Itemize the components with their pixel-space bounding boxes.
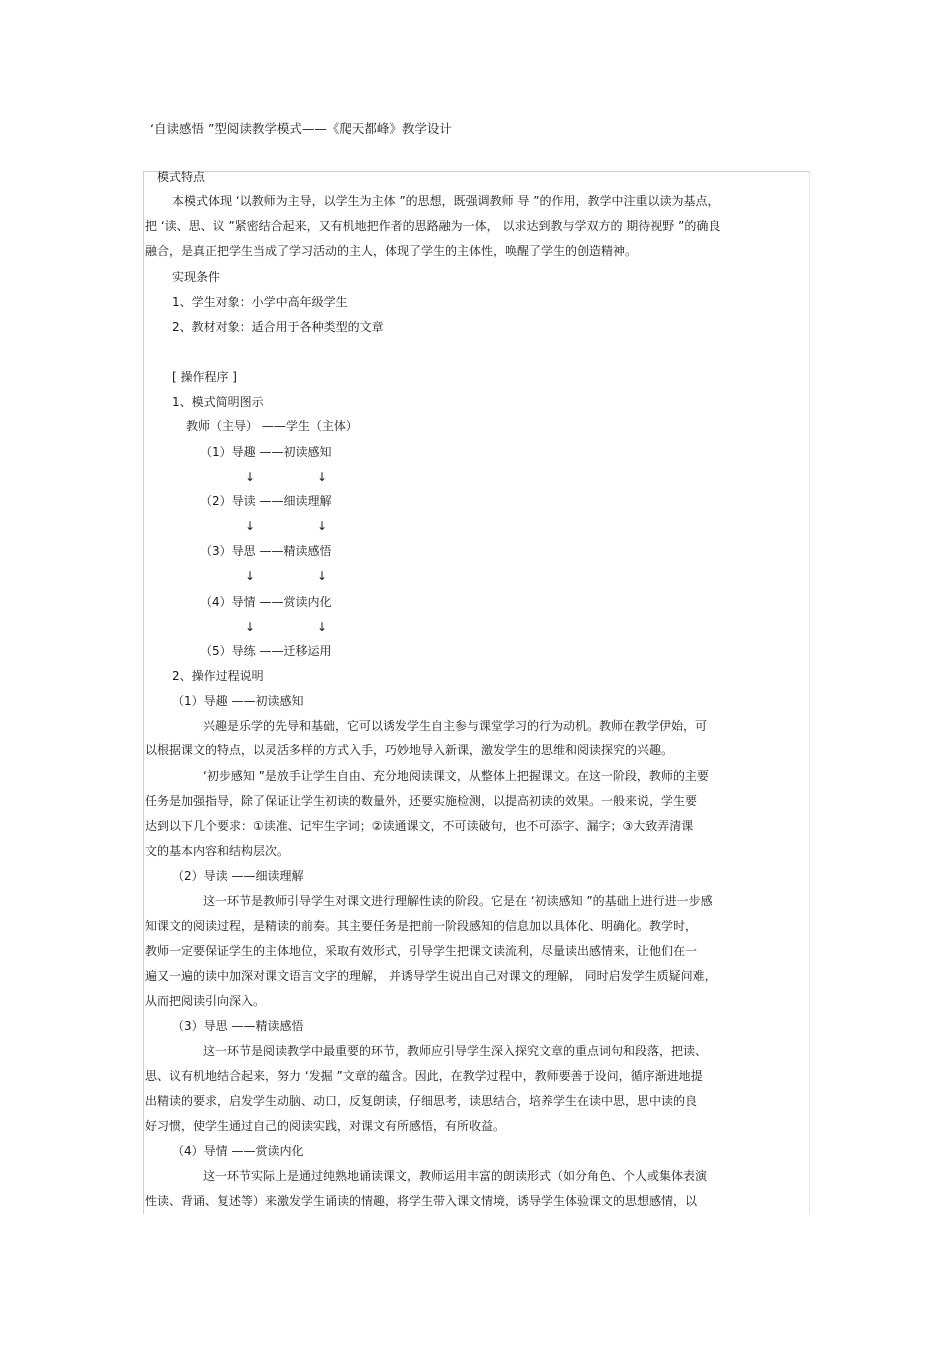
features-line-3: 融合，是真正把学生当成了学习活动的主人，体现了学生的主体性，唤醒了学生的创造精神。: [145, 244, 638, 258]
step-3-line-3: 出精读的要求，启发学生动脑、动口，反复朗读，仔细思考，读思结合，培养学生在读中思，思中读的良: [145, 1094, 698, 1108]
step-2-line-2: 知课文的阅读过程，是精读的前奏。其主要任务是把前一阶段感知的信息加以具体化、明确化。教学时，: [145, 919, 698, 933]
document-title: ‘自读感悟 ”型阅读教学模式——《爬天都峰》教学设计: [150, 121, 452, 136]
step-2-line-5: 从而把阅读引向深入。: [145, 994, 266, 1008]
step-4-line-2: 性读、背诵、复述等）来激发学生诵读的情趣，将学生带入课文情境，诱导学生体验课文的思想感情，以: [145, 1194, 698, 1208]
down-arrow-icon: ↓: [317, 470, 328, 484]
diagram-step-5: （5）导练 ——迁移运用: [200, 644, 332, 658]
condition-item-2: 2、教材对象：适合用于各种类型的文章: [172, 320, 384, 334]
down-arrow-icon: ↓: [245, 620, 256, 634]
step-2-line-4: 遍又一遍的读中加深对课文语言文字的理解， 并诱导学生说出自己对课文的理解， 同时启发学生质疑问难，: [145, 969, 717, 983]
section-heading-conditions: 实现条件: [172, 270, 221, 284]
condition-item-1: 1、学生对象：小学中高年级学生: [172, 295, 348, 309]
step-1-heading: （1）导趣 ——初读感知: [172, 694, 304, 708]
diagram-header: 教师（主导） ——学生（主体）: [186, 419, 358, 433]
step-1-para-b-line-4: 文的基本内容和结构层次。: [145, 844, 290, 858]
down-arrow-icon: ↓: [317, 519, 328, 533]
features-line-2: 把 ‘读、思、议 ”紧密结合起来，又有机地把作者的思路融为一体， 以求达到教与学双方的 期待视野 ”的确良: [145, 219, 721, 233]
step-3-line-1: 这一环节是阅读教学中最重要的环节，教师应引导学生深入探究文章的重点词句和段落，把读、: [203, 1044, 708, 1058]
section-heading-features: 模式特点: [157, 170, 206, 184]
step-1-para-b-line-1: ‘初步感知 ”是放手让学生自由、充分地阅读课文，从整体上把握课文。在这一阶段，教师的主要: [203, 769, 709, 783]
down-arrow-icon: ↓: [245, 519, 256, 533]
section-heading-procedure: [ 操作程序 ]: [172, 370, 237, 384]
step-3-line-4: 好习惯，使学生通过自己的阅读实践，对课文有所感悟，有所收益。: [145, 1119, 506, 1133]
step-2-line-1: 这一环节是教师引导学生对课文进行理解性读的阶段。它是在 ‘初读感知 ”的基础上进行进一步感: [203, 894, 713, 908]
procedure-subheading-1: 1、模式简明图示: [172, 395, 264, 409]
step-3-heading: （3）导思 ——精读感悟: [172, 1019, 304, 1033]
step-1-para-b-line-2: 任务是加强指导，除了保证让学生初读的数量外，还要实施检测，以提高初读的效果。一般来说，学生要: [145, 794, 698, 808]
down-arrow-icon: ↓: [317, 569, 328, 583]
step-4-line-1: 这一环节实际上是通过纯熟地诵读课文，教师运用丰富的朗读形式（如分角色、个人或集体表演: [203, 1169, 708, 1183]
diagram-step-3: （3）导思 ——精读感悟: [200, 544, 332, 558]
step-1-para-a-line-2: 以根据课文的特点，以灵活多样的方式入手，巧妙地导入新课，激发学生的思维和阅读探究的兴趣。: [145, 743, 674, 757]
diagram-step-1: （1）导趣 ——初读感知: [200, 445, 332, 459]
down-arrow-icon: ↓: [245, 569, 256, 583]
features-line-1: 本模式体现 ‘以教师为主导，以学生为主体 ”的思想，既强调教师 导 ”的作用，教学中注重以读为基点，: [172, 194, 720, 208]
down-arrow-icon: ↓: [245, 470, 256, 484]
step-1-para-a-line-1: 兴趣是乐学的先导和基础，它可以诱发学生自主参与课堂学习的行为动机。教师在教学伊始，可: [203, 719, 708, 733]
procedure-subheading-2: 2、操作过程说明: [172, 669, 264, 683]
step-3-line-2: 思、议有机地结合起来，努力 ‘发掘 ”文章的蕴含。因此，在教学过程中，教师要善于设问，循序渐进地提: [145, 1069, 703, 1083]
diagram-step-4: （4）导情 ——赏读内化: [200, 595, 332, 609]
down-arrow-icon: ↓: [317, 620, 328, 634]
diagram-step-2: （2）导读 ——细读理解: [200, 494, 332, 508]
step-2-line-3: 教师一定要保证学生的主体地位，采取有效形式，引导学生把课文读流利，尽量读出感情来，让他们在一: [145, 944, 698, 958]
step-4-heading: （4）导情 ——赏读内化: [172, 1144, 304, 1158]
step-1-para-b-line-3: 达到以下几个要求：①读准、记牢生字词；②读通课文，不可读破句，也不可添字、漏字；③大致弄清课: [145, 819, 694, 833]
step-2-heading: （2）导读 ——细读理解: [172, 869, 304, 883]
